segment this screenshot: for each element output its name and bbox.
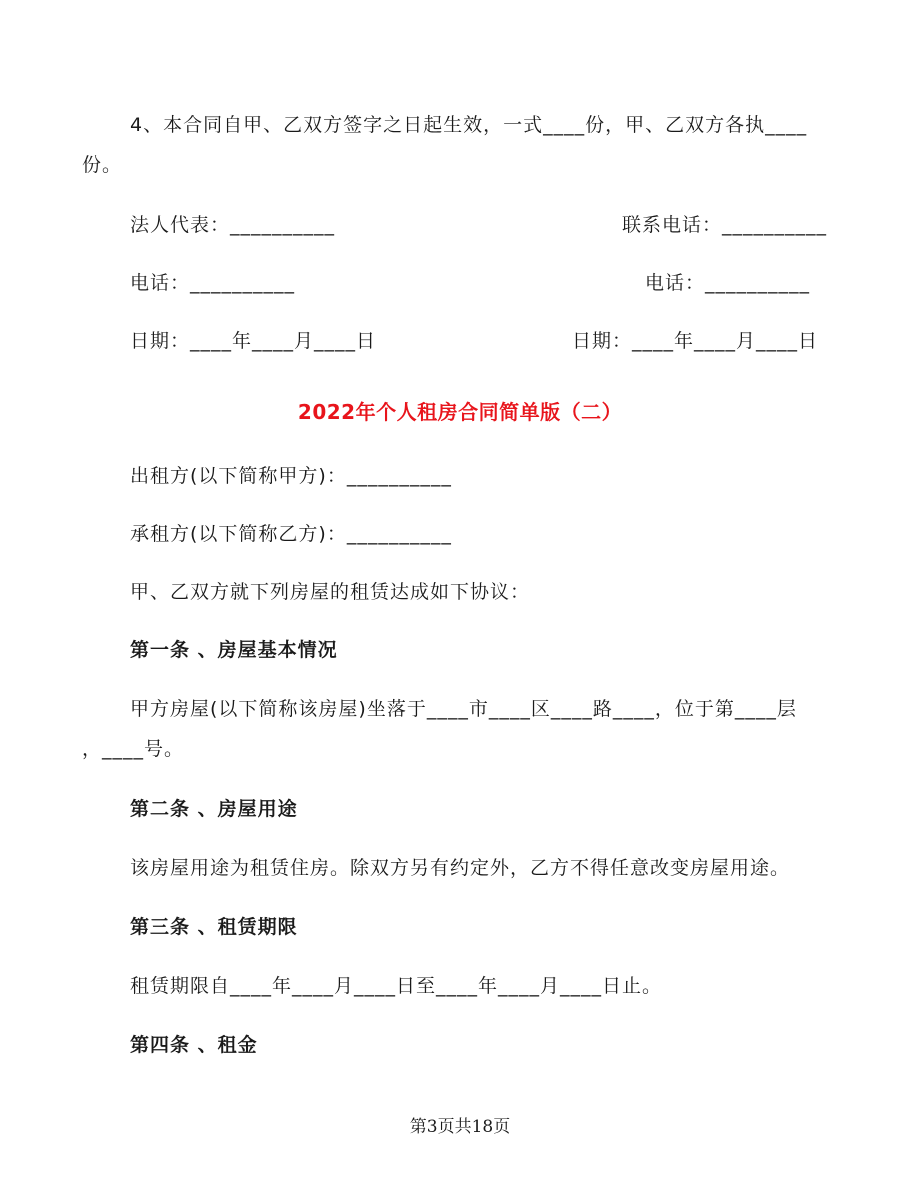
legal-rep-field: 法人代表：__________ [130,214,336,236]
article-1-line-2: ，____号。 [82,738,185,760]
date-field-right: 日期：____年____月____日 [572,330,819,352]
contact-phone-field: 联系电话：__________ [622,214,828,236]
page-number: 第3页共18页 [409,1117,511,1137]
article-3-text: 租赁期限自____年____月____日至____年____月____日止。 [130,975,663,997]
article-3-heading: 第三条 、租赁期限 [130,916,298,938]
article-4-heading: 第四条 、租金 [130,1034,258,1056]
contract-title: 2022年个人租房合同简单版（二） [297,400,623,424]
date-field-left: 日期：____年____月____日 [130,330,377,352]
phone-field-left: 电话：__________ [130,272,296,294]
article-1-line-1: 甲方房屋(以下简称该房屋)坐落于____市____区____路____，位于第____层 [130,698,797,720]
article-2-heading: 第二条 、房屋用途 [130,798,298,820]
clause-4-line-1: 4、本合同自甲、乙双方签字之日起生效，一式____份，甲、乙双方各执____ [130,114,808,136]
lessee-field: 承租方(以下简称乙方)：__________ [130,523,452,545]
clause-4-line-2: 份。 [82,154,123,176]
agreement-intro: 甲、乙双方就下列房屋的租赁达成如下协议： [130,581,531,603]
article-1-heading: 第一条 、房屋基本情况 [130,639,338,661]
article-2-text: 该房屋用途为租赁住房。除双方另有约定外，乙方不得任意改变房屋用途。 [130,857,791,879]
lessor-field: 出租方(以下简称甲方)：__________ [130,465,452,487]
phone-field-right: 电话：__________ [645,272,811,294]
